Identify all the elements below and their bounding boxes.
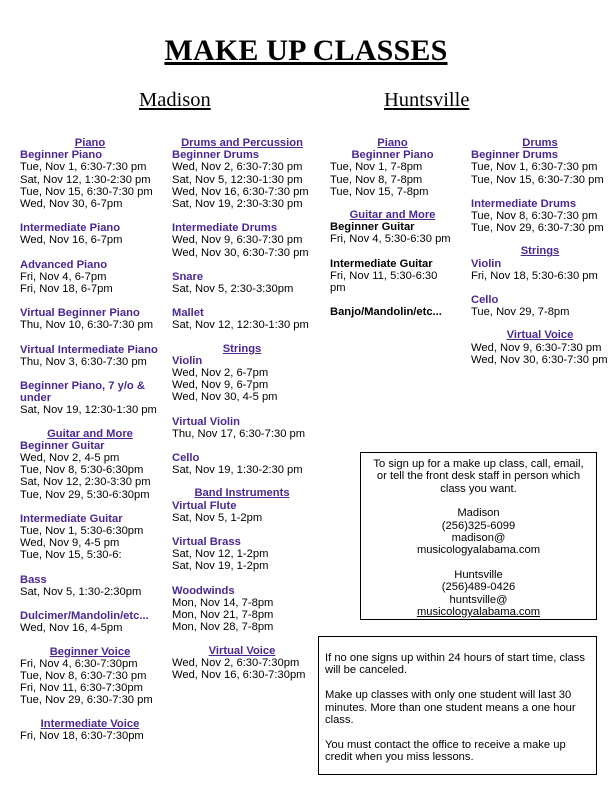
- location-huntsville: Huntsville: [384, 89, 470, 111]
- location-madison: Madison: [139, 89, 211, 111]
- class-entry: [172, 222, 312, 259]
- class-name: Dulcimer/Mandolin/etc...: [20, 610, 149, 623]
- class-time: Sat, Nov 12, 1:30-2:30 pm: [20, 173, 151, 186]
- class-name: Beginner Drums: [471, 149, 559, 162]
- class-time: Tue, Nov 1, 6:30-7:30 pm: [471, 161, 598, 174]
- section-header: Drums: [522, 137, 558, 149]
- class-entry: [172, 271, 312, 295]
- class-entry: [172, 416, 312, 440]
- section-header: Piano: [74, 137, 106, 149]
- class-name: Beginner Guitar: [330, 221, 415, 234]
- class-name: Beginner Guitar: [20, 439, 105, 452]
- class-time: Mon, Nov 21, 7-8pm: [172, 609, 274, 622]
- class-entry: [20, 307, 160, 331]
- class-name: Intermediate Guitar: [20, 512, 123, 525]
- class-name: Intermediate Drums: [471, 197, 577, 210]
- class-entry: [20, 380, 160, 417]
- class-time: Thu, Nov 17, 6:30-7:30 pm: [172, 427, 306, 440]
- section-header: Strings: [520, 245, 560, 258]
- class-name: Intermediate Drums: [172, 222, 278, 235]
- section-strings: [172, 343, 312, 477]
- madison-column-1: [20, 137, 160, 753]
- policy-notice-box: [318, 636, 597, 775]
- class-time: Sat, Nov 5, 1:30-2:30pm: [20, 585, 142, 598]
- class-time: Fri, Nov 11, 5:30-6:30 pm: [330, 269, 438, 295]
- class-time: Mon, Nov 14, 7-8pm: [172, 596, 274, 609]
- huntsville-column-2: [471, 137, 609, 377]
- signup-info-box: [360, 452, 597, 620]
- class-time: Sat, Nov 19, 1:30-2:30 pm: [172, 464, 303, 477]
- class-entry: [172, 536, 312, 573]
- class-time: Tue, Nov 15, 7-8pm: [330, 185, 429, 198]
- section-header: Drums and Percussion: [181, 137, 303, 149]
- class-name: Virtual Flute: [172, 499, 237, 512]
- class-entry: [20, 610, 160, 634]
- class-time: Tue, Nov 1, 7-8pm: [330, 161, 423, 174]
- class-name: Virtual Brass: [172, 536, 241, 549]
- class-time: Sat, Nov 5, 12:30-1:30 pm: [172, 173, 303, 186]
- class-name: Banjo/Mandolin/etc...: [330, 306, 442, 319]
- notice-credit-policy: You must contact the office to receive a make up credit when you miss lessons.: [325, 738, 566, 764]
- class-time: Fri, Nov 18, 6:30-7:30pm: [20, 729, 144, 742]
- class-time: Wed, Nov 9, 6:30-7:30 pm: [172, 234, 303, 247]
- section-header: Virtual Voice: [208, 644, 276, 657]
- class-name: Advanced Piano: [20, 258, 108, 271]
- section-band-instruments: [172, 487, 312, 633]
- section-header: Piano: [377, 137, 408, 149]
- class-entry: [330, 149, 455, 198]
- class-name: Virtual Intermediate Piano: [20, 343, 158, 356]
- class-time: Tue, Nov 8, 6:30-7:30 pm: [471, 210, 598, 223]
- section-guitar-and-more: [330, 209, 455, 318]
- class-entry: [20, 149, 160, 210]
- class-entry: [471, 294, 609, 318]
- class-time: Wed, Nov 30, 6:30-7:30 pm: [172, 246, 309, 259]
- class-entry: [20, 730, 160, 742]
- class-time: Wed, Nov 30, 6:30-7:30 pm: [471, 353, 608, 366]
- section-header: Guitar and More: [349, 209, 436, 222]
- class-time: Tue, Nov 15, 5:30-6:: [20, 549, 122, 562]
- notice-duration-policy: Make up classes with only one student will last 30 minutes. More than one student means a one hour class.: [325, 689, 576, 727]
- class-time: Sat, Nov 12, 12:30-1:30 pm: [172, 319, 309, 332]
- class-time: Thu, Nov 10, 6:30-7:30 pm: [20, 319, 154, 332]
- class-time: Wed, Nov 2, 6-7pm: [172, 367, 269, 380]
- class-time: Fri, Nov 18, 5:30-6:30 pm: [471, 269, 598, 282]
- class-time: Mon, Nov 28, 7-8pm: [172, 621, 274, 634]
- huntsville-email-user[interactable]: huntsville@: [449, 593, 508, 606]
- class-entry: [330, 306, 455, 318]
- class-name: Mallet: [172, 307, 204, 320]
- class-time: Tue, Nov 1, 5:30-6:30pm: [20, 525, 144, 538]
- class-entry: [172, 149, 312, 210]
- huntsville-label: Huntsville: [454, 568, 503, 581]
- notice-cancel-policy: If no one signs up within 24 hours of start time, class will be canceled.: [325, 652, 585, 677]
- class-entry: [330, 221, 455, 245]
- class-entry: [330, 258, 455, 295]
- section-virtual-voice: [172, 645, 312, 682]
- class-time: Fri, Nov 4, 6-7pm: [20, 270, 107, 283]
- class-time: Wed, Nov 9, 6-7pm: [172, 379, 269, 392]
- class-time: Wed, Nov 2, 4-5 pm: [20, 452, 120, 465]
- section-intermediate-voice: [20, 718, 160, 742]
- class-entry: [471, 198, 609, 235]
- class-time: Sat, Nov 19, 1-2pm: [172, 560, 269, 573]
- class-entry: [172, 307, 312, 331]
- class-time: Wed, Nov 16, 6:30-7:30pm: [172, 668, 306, 681]
- class-time: Sat, Nov 12, 2:30-3:30 pm: [20, 476, 151, 489]
- section-beginner-voice: [20, 646, 160, 707]
- class-entry: [172, 355, 312, 404]
- class-time: Thu, Nov 3, 6:30-7:30 pm: [20, 355, 147, 368]
- class-entry: [172, 452, 312, 476]
- class-name: Beginner Piano: [20, 149, 103, 162]
- section-header: Strings: [222, 342, 262, 355]
- class-name: Beginner Piano, 7 y/o & under: [20, 380, 145, 405]
- class-time: Tue, Nov 29, 6:30-7:30 pm: [20, 694, 153, 707]
- class-time: Tue, Nov 1, 6:30-7:30 pm: [20, 161, 147, 174]
- huntsville-column-1: [330, 137, 455, 329]
- class-name: Intermediate Guitar: [330, 257, 433, 270]
- section-drums-and-percussion: [172, 137, 312, 332]
- section-piano: [20, 137, 160, 417]
- class-time: Tue, Nov 15, 6:30-7:30 pm: [471, 173, 604, 186]
- madison-phone[interactable]: (256)325-6099: [441, 519, 516, 532]
- section-piano: [330, 137, 455, 198]
- madison-email-domain[interactable]: musicologyalabama.com: [416, 544, 541, 557]
- class-name: Beginner Piano: [351, 149, 434, 162]
- class-entry: [172, 657, 312, 681]
- signup-intro: To sign up for a make up class, call, email, or tell the front desk staff in person which class you want.: [373, 458, 584, 495]
- class-name: Virtual Violin: [172, 415, 240, 428]
- class-time: Wed, Nov 2, 6:30-7:30pm: [172, 656, 300, 669]
- class-entry: [471, 342, 609, 366]
- class-time: Wed, Nov 2, 6:30-7:30 pm: [172, 161, 303, 174]
- section-header: Intermediate Voice: [40, 717, 140, 730]
- class-time: Sat, Nov 5, 2:30-3:30pm: [172, 283, 294, 296]
- class-time: Fri, Nov 4, 6:30-7:30pm: [20, 657, 138, 670]
- class-name: Virtual Beginner Piano: [20, 307, 140, 320]
- section-drums: [471, 137, 609, 234]
- class-entry: [471, 258, 609, 282]
- huntsville-phone[interactable]: (256)489-0426: [441, 581, 516, 594]
- class-time: Wed, Nov 9, 4-5 pm: [20, 537, 120, 550]
- section-header: Beginner Voice: [49, 645, 131, 658]
- class-name: Beginner Drums: [172, 149, 260, 162]
- class-name: Snare: [172, 270, 204, 283]
- class-time: Tue, Nov 29, 6:30-7:30 pm: [471, 222, 604, 235]
- class-entry: [20, 440, 160, 501]
- class-entry: [172, 585, 312, 634]
- class-time: Wed, Nov 9, 6:30-7:30 pm: [471, 341, 602, 354]
- class-name: Violin: [471, 257, 502, 270]
- class-entry: [172, 500, 312, 524]
- class-entry: [471, 149, 609, 186]
- section-virtual-voice: [471, 329, 609, 366]
- section-guitar-and-more: [20, 428, 160, 635]
- class-name: Woodwinds: [172, 584, 235, 597]
- class-name: Violin: [172, 354, 203, 367]
- class-time: Wed, Nov 30, 6-7pm: [20, 198, 123, 211]
- class-entry: [20, 222, 160, 246]
- class-time: Tue, Nov 8, 5:30-6:30pm: [20, 464, 144, 477]
- huntsville-email-domain[interactable]: musicologyalabama.com: [416, 606, 541, 619]
- section-strings: [471, 245, 609, 318]
- class-time: Sat, Nov 19, 2:30-3:30 pm: [172, 198, 303, 211]
- madison-column-2: [172, 137, 312, 692]
- class-time: Tue, Nov 8, 7-8pm: [330, 173, 423, 186]
- class-time: Wed, Nov 30, 4-5 pm: [172, 391, 278, 404]
- section-header: Virtual Voice: [506, 329, 574, 342]
- class-time: Fri, Nov 18, 6-7pm: [20, 283, 113, 296]
- class-time: Fri, Nov 4, 5:30-6:30 pm: [330, 233, 451, 246]
- class-entry: [20, 574, 160, 598]
- class-time: Tue, Nov 8, 6:30-7:30 pm: [20, 669, 147, 682]
- class-time: Sat, Nov 19, 12:30-1:30 pm: [20, 404, 157, 417]
- class-time: Wed, Nov 16, 6:30-7:30 pm: [172, 185, 309, 198]
- madison-email-user[interactable]: madison@: [451, 532, 506, 545]
- class-name: Intermediate Piano: [20, 222, 121, 235]
- class-time: Tue, Nov 29, 7-8pm: [471, 306, 570, 319]
- page-title: MAKE UP CLASSES: [164, 34, 448, 67]
- class-entry: [20, 259, 160, 296]
- class-time: Fri, Nov 11, 6:30-7:30pm: [20, 682, 143, 695]
- class-time: Sat, Nov 12, 1-2pm: [172, 548, 269, 561]
- class-time: Tue, Nov 15, 6:30-7:30 pm: [20, 185, 153, 198]
- madison-label: Madison: [457, 507, 500, 520]
- class-entry: [20, 658, 160, 707]
- class-name: Cello: [471, 294, 499, 307]
- class-time: Tue, Nov 29, 5:30-6:30pm: [20, 488, 150, 501]
- section-header: Guitar and More: [47, 427, 133, 440]
- class-name: Cello: [172, 452, 200, 465]
- class-entry: [20, 344, 160, 368]
- section-header: Band Instruments: [194, 487, 290, 500]
- class-time: Sat, Nov 5, 1-2pm: [172, 511, 263, 524]
- class-time: Wed, Nov 16, 6-7pm: [20, 234, 123, 247]
- class-time: Wed, Nov 16, 4-5pm: [20, 622, 123, 635]
- class-name: Bass: [20, 573, 47, 586]
- class-entry: [20, 513, 160, 562]
